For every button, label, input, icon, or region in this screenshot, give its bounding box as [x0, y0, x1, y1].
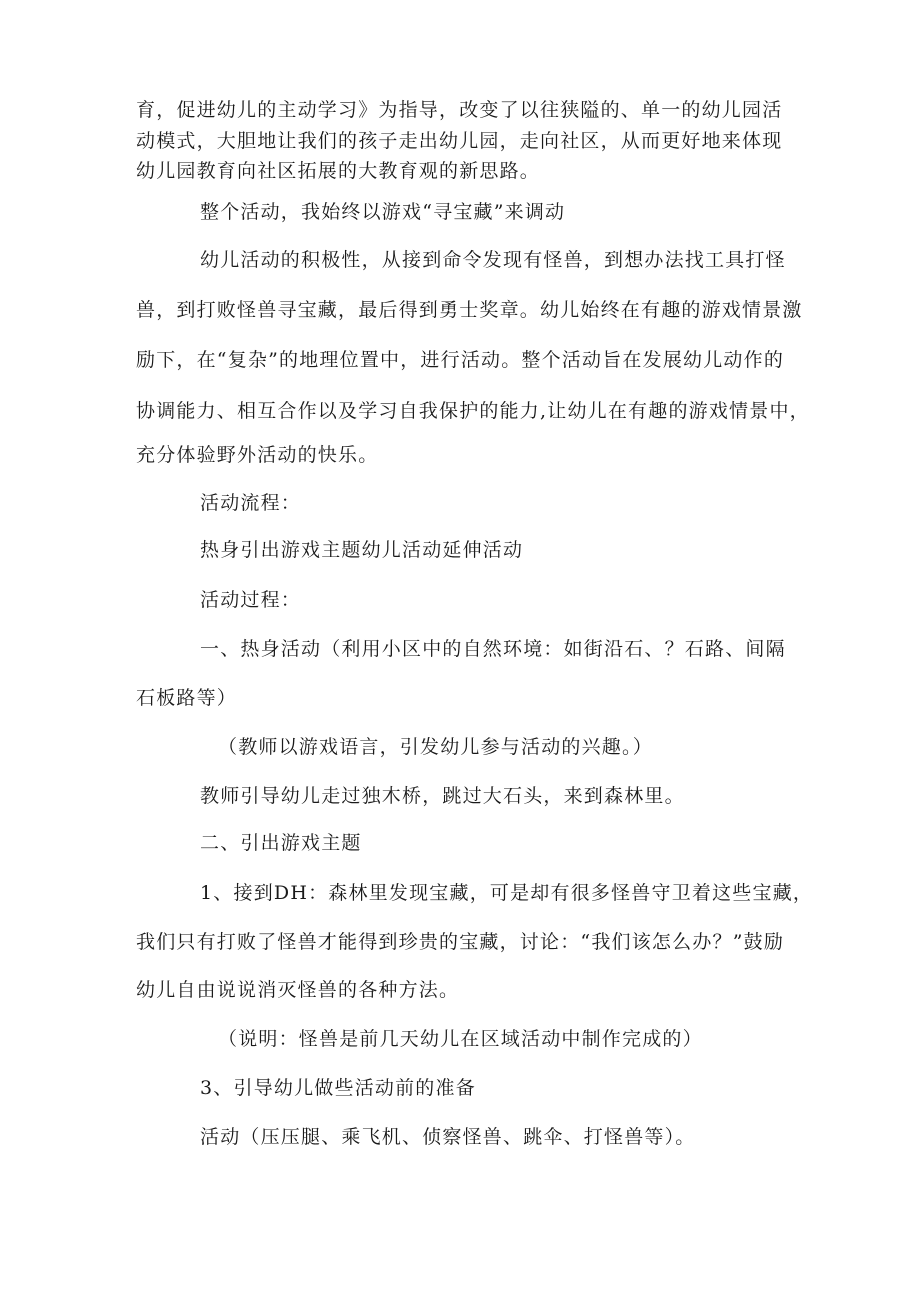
paragraph-line: 协调能力、相互合作以及学习自我保护的能力,让幼儿在有趣的游戏情景中，: [136, 400, 810, 422]
paragraph-whole-activity: 整个活动，我始终以游戏“寻宝藏”来调动: [200, 201, 566, 223]
step1-line: 1、接到DH：森林里发现宝藏，可是却有很多怪兽守卫着这些宝藏，: [200, 882, 814, 904]
warmup-note: （教师以游戏语言，引发幼儿参与活动的兴趣。）: [218, 736, 653, 758]
paragraph-line: 兽，到打败怪兽寻宝藏，最后得到勇士奖章。幼儿始终在有趣的游戏情景激: [136, 299, 803, 321]
step3-heading: 3、引导幼儿做些活动前的准备: [200, 1077, 476, 1099]
step1-note: （说明：怪兽是前几天幼儿在区域活动中制作完成的）: [218, 1028, 703, 1050]
step3-activities: 活动（压压腿、乘飞机、侦察怪兽、跳伞、打怪兽等）。: [200, 1126, 696, 1148]
paragraph-line: 动模式，大胆地让我们的孩子走出幼儿园，走向社区，从而更好地来体现: [136, 130, 783, 152]
theme-heading: 二、引出游戏主题: [200, 832, 362, 854]
step1-line: 幼儿自由说说消灭怪兽的各种方法。: [136, 979, 460, 1001]
process-heading: 活动过程：: [200, 589, 302, 611]
paragraph-line: 幼儿园教育向社区拓展的大教育观的新思路。: [136, 160, 541, 182]
paragraph-line: 育，促进幼儿的主动学习》为指导，改变了以往狭隘的、单一的幼儿园活: [136, 99, 783, 121]
paragraph-line: 励下，在“复杂”的地理位置中，进行活动。整个活动旨在发展幼儿动作的: [136, 349, 785, 371]
warmup-teacher-guidance: 教师引导幼儿走过独木桥，跳过大石头，来到森林里。: [200, 785, 685, 807]
flow-content: 热身引出游戏主题幼儿活动延伸活动: [200, 539, 524, 561]
paragraph-line: 幼儿活动的积极性，从接到命令发现有怪兽，到想办法找工具打怪: [200, 249, 786, 271]
paragraph-line: 充分体验野外活动的快乐。: [136, 444, 379, 466]
flow-heading: 活动流程：: [200, 492, 302, 514]
step1-line: 我们只有打败了怪兽才能得到珍贵的宝藏，讨论：“我们该怎么办？”鼓励: [136, 931, 785, 953]
warmup-heading: 一、热身活动（利用小区中的自然环境：如街沿石、？石路、间隔: [200, 638, 786, 660]
warmup-heading-continued: 石板路等）: [136, 687, 238, 709]
